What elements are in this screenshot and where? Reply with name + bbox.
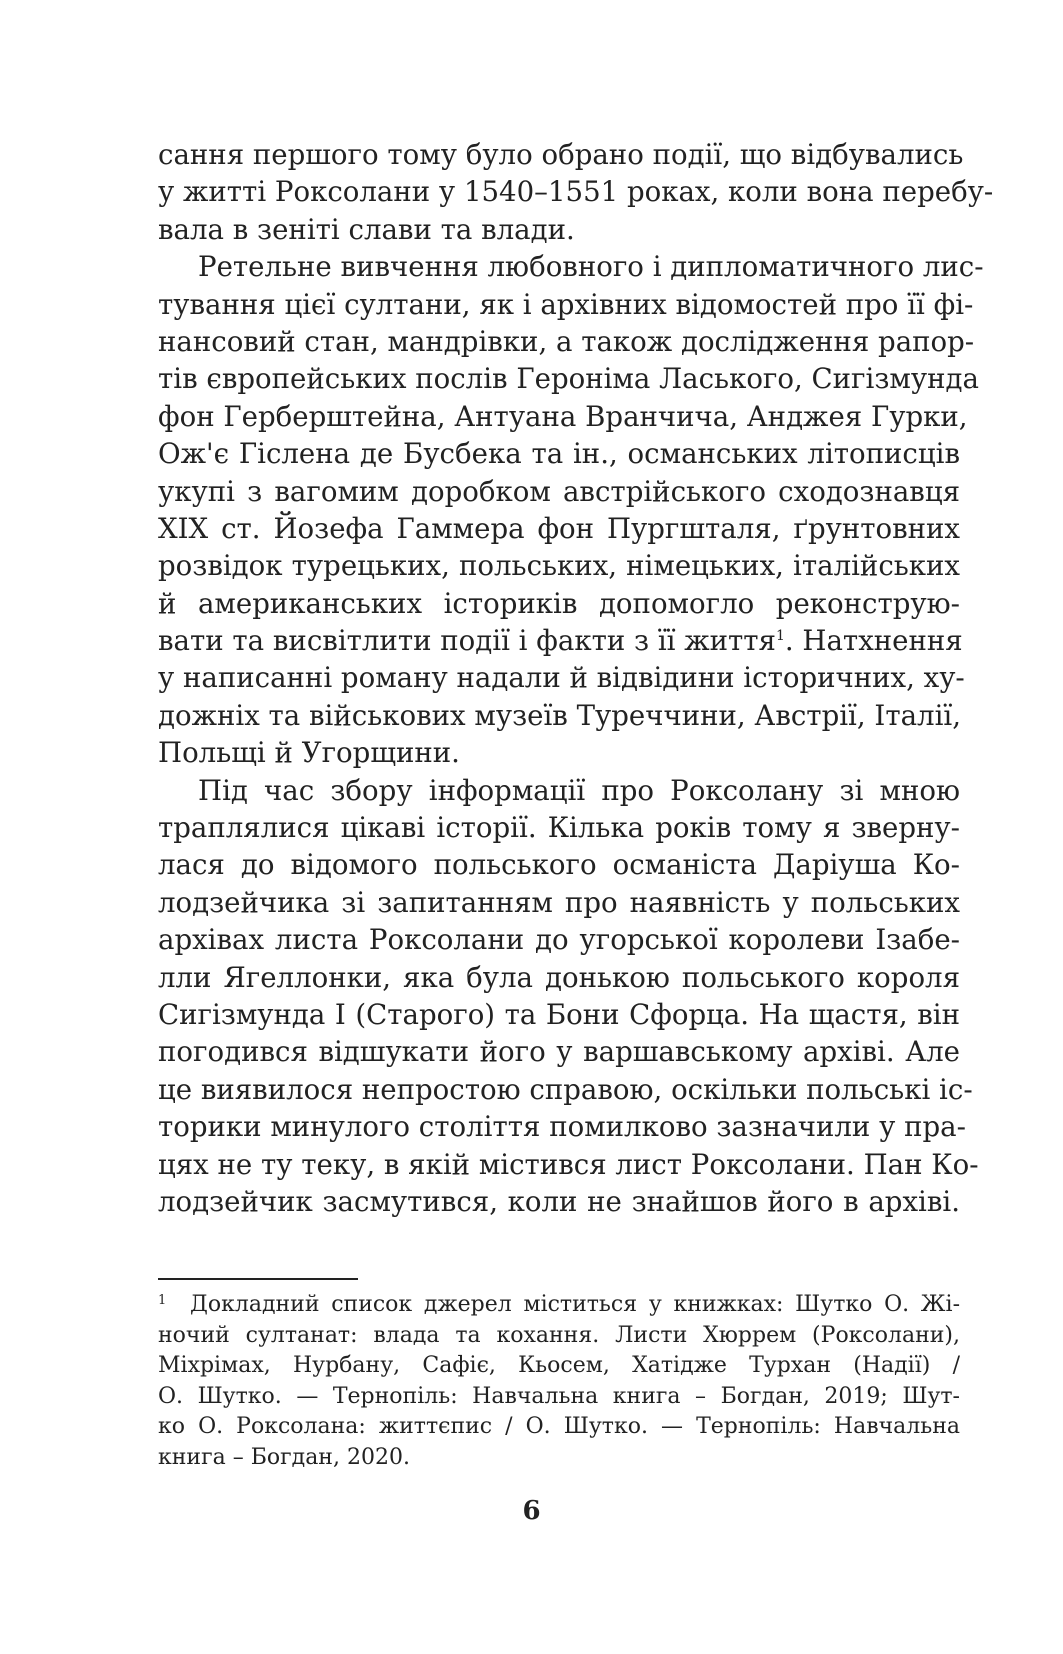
text-segment: вати та висвітлити події і факти з її життя	[158, 624, 776, 658]
text-line: Сигізмунда I (Старого) та Бони Сфорца. На щастя, він	[158, 997, 960, 1031]
footnote	[158, 1290, 960, 1474]
footnote-line: книга – Богдан, 2020.	[158, 1444, 410, 1470]
text-line: дожніх та військових музеїв Туреччини, Австрії, Італії,	[158, 698, 961, 732]
text-line: розвідок турецьких, польських, німецьких, італійських	[158, 549, 960, 583]
text-line: погодився відшукати його у варшавському архіві. Але	[158, 1035, 960, 1069]
text-line: у житті Роксолани у 1540–1551 роках, коли вона перебу-	[158, 175, 994, 209]
text-line: лася до відомого польського османіста Даріуша Ко-	[158, 848, 960, 882]
footnote-divider	[158, 1278, 358, 1280]
text-line: це виявилося непростою справою, оскільки польські іс-	[158, 1072, 973, 1106]
footnote-line: ночий султанат: влада та кохання. Листи Хюррем (Роксолани),	[158, 1322, 960, 1348]
text-line: фон Герберштейна, Антуана Вранчича, Анджея Гурки,	[158, 399, 968, 433]
text-line: Ож'є Гіслена де Бусбека та ін., османських літописців	[158, 437, 960, 471]
text-line: торики минулого століття помилково зазначили у пра-	[158, 1110, 966, 1144]
text-line: XIX ст. Йозефа Гаммера фон Пургшталя, ґрунтовних	[158, 511, 960, 545]
text-line: Польщі й Угорщини.	[158, 736, 460, 770]
text-line: лодзейчик засмутився, коли не знайшов його в архіві.	[158, 1184, 960, 1218]
main-text	[158, 136, 994, 1220]
paragraph-1	[158, 136, 994, 248]
footnote-line: ко О. Роксолана: життєпис / О. Шутко. — Тернопіль: Навчальна	[158, 1414, 960, 1440]
text-line: Під час збору інформації про Роксолану зі мною	[198, 773, 960, 807]
page-number: 6	[522, 1496, 541, 1526]
text-line-with-footnote	[158, 622, 963, 659]
text-line: й американських істориків допомогло реконструю-	[158, 586, 960, 620]
paragraph-2	[158, 248, 984, 771]
footnote-reference: 1	[775, 627, 785, 644]
text-line: траплялися цікаві історії. Кілька років тому я зверну-	[158, 811, 960, 845]
text-line: тування цієї султани, як і архівних відомостей про її фі-	[158, 287, 974, 321]
text-line: сання першого тому було обрано події, що відбувались	[158, 138, 964, 171]
footnote-line: О. Шутко. — Тернопіль: Навчальна книга – Богдан, 2019; Шут-	[158, 1383, 960, 1409]
text-line: лодзейчика зі запитанням про наявність у польських	[158, 885, 960, 919]
text-line: Ретельне вивчення любовного і дипломатичного лис-	[198, 250, 984, 284]
text-line: вала в зеніті слави та влади.	[158, 212, 575, 246]
text-line: цях не ту теку, в якій містився лист Роксолани. Пан Ко-	[158, 1147, 979, 1181]
text-line: лли Ягеллонки, яка була донькою польського короля	[158, 960, 960, 994]
footnote-line: Докладний список джерел міститься у книжках: Шутко О. Жі-	[190, 1292, 960, 1317]
text-segment: . Натхнення	[784, 624, 963, 658]
paragraph-3	[158, 772, 979, 1221]
text-line: укупі з вагомим доробком австрійського сходознавця	[158, 474, 960, 508]
text-line: у написанні роману надали й відвідини історичних, ху-	[158, 661, 965, 695]
text-line: тів європейських послів Героніма Ласького, Сигізмунда	[158, 362, 979, 396]
text-line: нансовий стан, мандрівки, а також дослідження рапор-	[158, 324, 975, 358]
text-line: архівах листа Роксолани до угорської королеви Ізабе-	[158, 923, 960, 957]
footnote-line: Міхрімах, Нурбану, Сафіє, Кьосем, Хатідже Турхан (Надії) /	[158, 1353, 960, 1379]
footnote-mark: 1	[158, 1293, 167, 1308]
